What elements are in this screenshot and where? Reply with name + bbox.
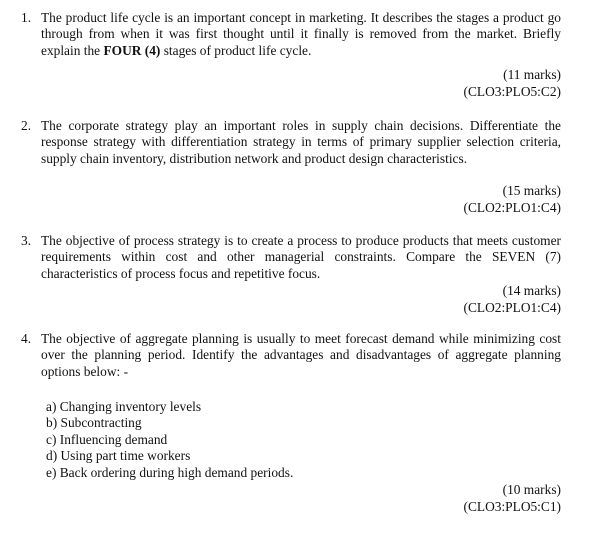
question-3 xyxy=(21,233,561,323)
option-item: e) Back ordering during high demand periods. xyxy=(46,464,294,480)
question-number: 2. xyxy=(21,118,32,133)
question-text-part: stages of product life cycle. xyxy=(160,42,312,58)
option-list xyxy=(46,399,293,481)
option-item: a) Changing inventory levels xyxy=(46,399,202,414)
question-text: The objective of aggregate planning is usually to meet forecast demand while minimizing cost over the planning period. Identify the advantages and disadvantages of aggregate planning options below: - xyxy=(41,331,561,379)
marks-label: (15 marks) xyxy=(502,183,561,198)
marks-label: (14 marks) xyxy=(502,283,561,298)
clo-label: (CLO3:PLO5:C1) xyxy=(463,499,561,514)
question-1 xyxy=(21,10,561,100)
option-item: d) Using part time workers xyxy=(46,448,191,464)
question-2 xyxy=(21,118,561,228)
clo-label: (CLO2:PLO1:C4) xyxy=(463,300,561,315)
clo-label: (CLO3:PLO5:C2) xyxy=(463,84,561,99)
question-number: 3. xyxy=(21,233,32,248)
question-4 xyxy=(21,331,561,531)
question-text: The corporate strategy play an important roles in supply chain decisions. Differentiate the response strategy with differentiation strategy in terms of primary supplier selection criteria, supply chain inventory, distribution network and product design characteristics. xyxy=(41,118,561,166)
marks-label: (10 marks) xyxy=(502,482,561,497)
question-text xyxy=(41,10,561,59)
question-text: The objective of process strategy is to create a process to produce products that meets customer requirements within cost and other managerial constraints. Compare the SEVEN (7) characteristics of process focus and repetitive focus. xyxy=(41,233,561,281)
question-number: 4. xyxy=(21,331,32,346)
option-item: b) Subcontracting xyxy=(46,415,142,431)
marks-label: (11 marks) xyxy=(503,67,561,82)
question-emphasis: FOUR (4) xyxy=(103,42,161,58)
question-number: 1. xyxy=(21,10,32,25)
option-item: c) Influencing demand xyxy=(46,431,168,447)
clo-label: (CLO2:PLO1:C4) xyxy=(463,200,561,215)
question-text-part: The product life cycle is an important concept in marketing. It describes the stages a product go through from when it was first thought until it finally is removed from the market. Briefly explain the xyxy=(41,10,561,58)
